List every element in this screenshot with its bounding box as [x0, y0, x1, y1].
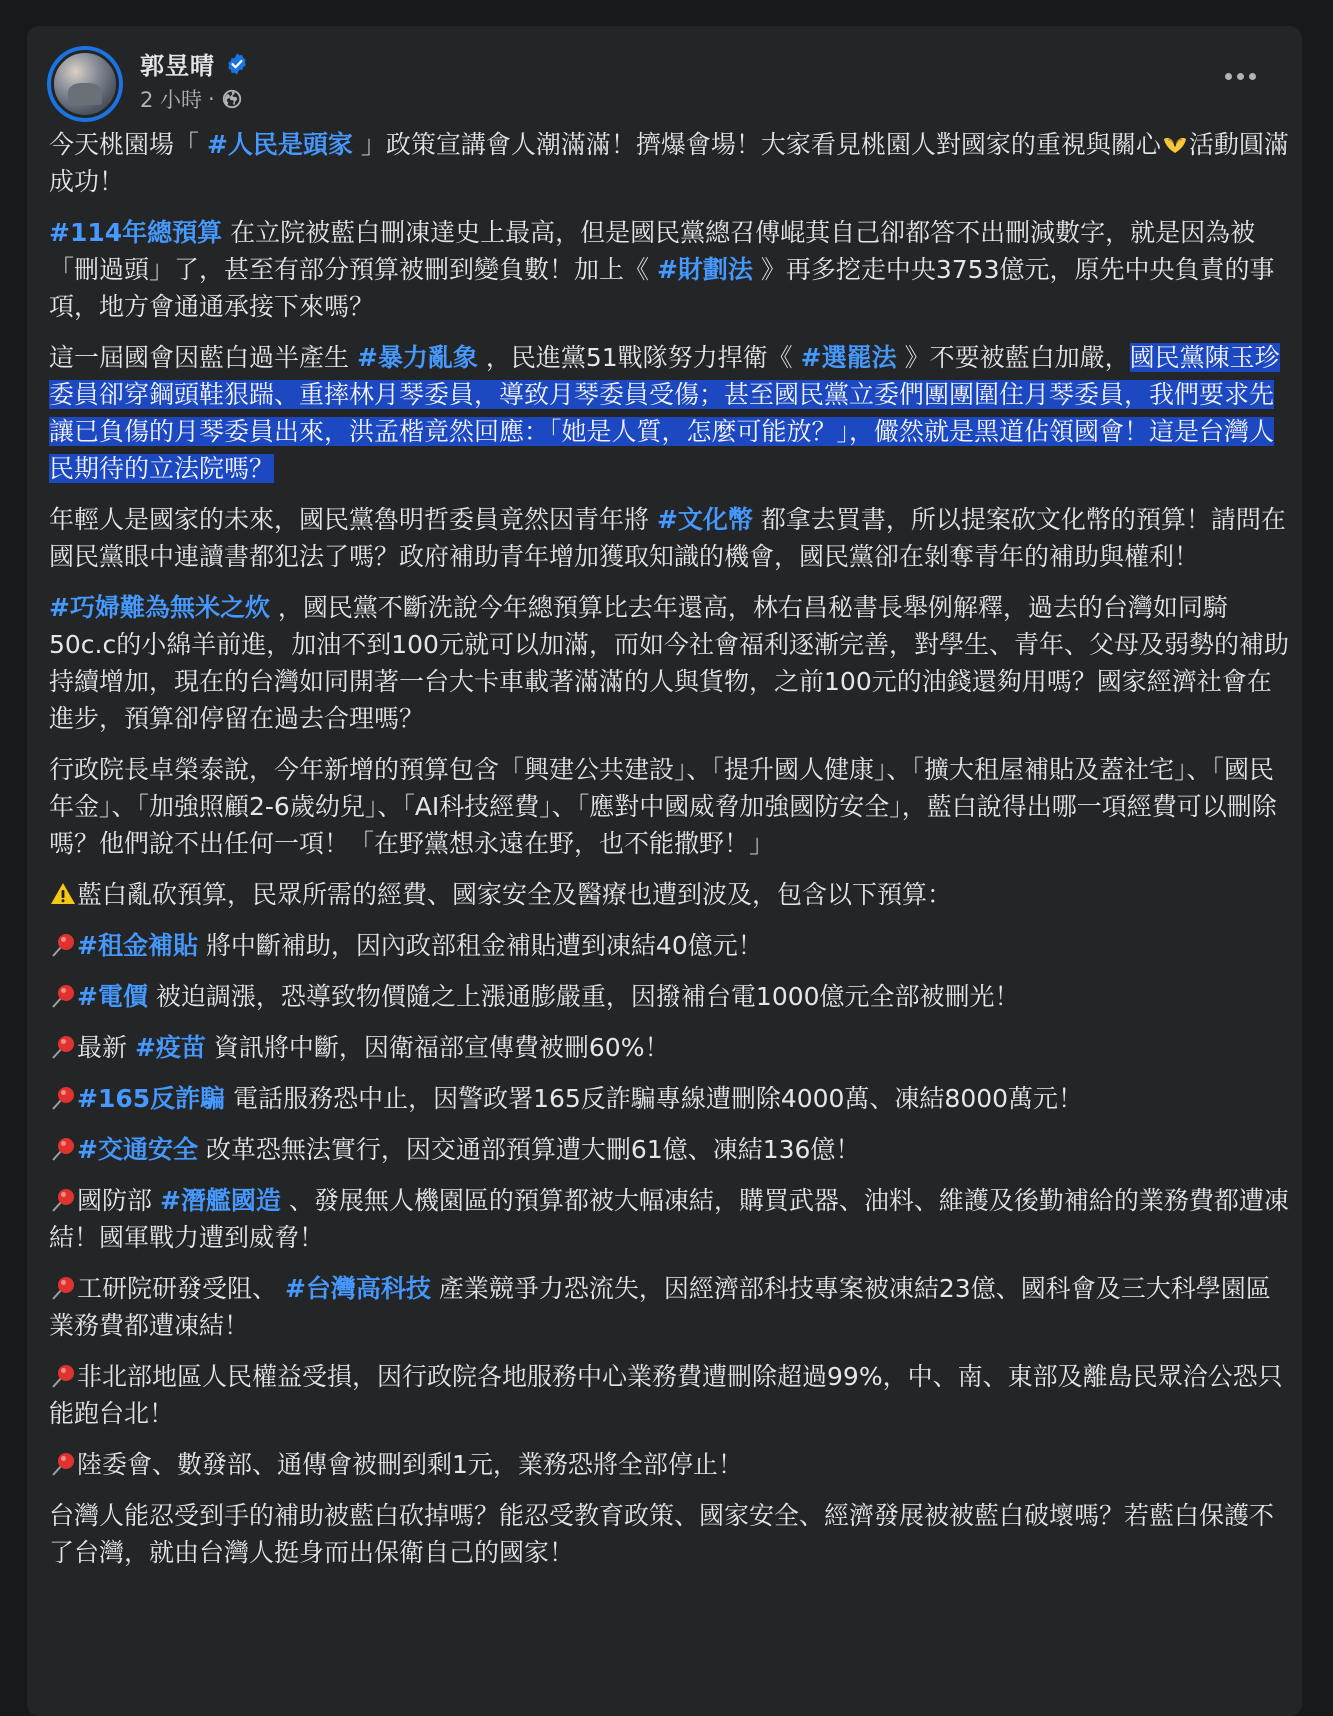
pushpin-icon — [49, 982, 77, 1010]
text: 這一屆國會因藍白過半產生 — [49, 343, 350, 372]
text: 今天桃園場「 — [49, 130, 200, 159]
post-body — [49, 126, 1289, 1585]
text: ，國民黨不斷洗說今年總預算比去年還高，林右昌秘書長舉例解釋，過去的台灣如同騎50c.c的小綿羊前進，加油不到100元就可以加滿，而如今社會福利逐漸完善，對學生、青年、父母及弱勢的補助持續增加，現在的台灣如同開著一台大卡車載著滿滿的人與貨物，之前100元的油錢還夠用嗎？國家經濟社會在進步，預算卻停留在過去合理嗎？ — [49, 593, 1289, 733]
hashtag-link[interactable]: #114年總預算 — [49, 218, 223, 247]
paragraph-4 — [49, 501, 1289, 575]
text: 、發展無人機園區的預算都被大幅凍結，購買武器、油料、維護及後勤補給的業務費都遭凍結！國軍戰力遭到威脅！ — [49, 1186, 1289, 1252]
text: ，民進黨51戰隊努力捍衛《 — [485, 343, 793, 372]
paragraph-2 — [49, 214, 1289, 325]
bullet-3 — [49, 1029, 1289, 1066]
text: 陸委會、數發部、通傳會被刪到剩1元，業務恐將全部停止！ — [77, 1450, 743, 1479]
hashtag-link[interactable]: #交通安全 — [77, 1135, 198, 1164]
author-line — [140, 46, 249, 81]
hashtag-link[interactable]: #財劃法 — [656, 255, 753, 284]
paragraph-6: 行政院長卓榮泰說，今年新增的預算包含「興建公共建設」、「提升國人健康」、「擴大租屋補貼及蓋社宅」、「國民年金」、「加強照顧2-6歲幼兒」、「AI科技經費」、「應對中國威脅加強國防安全」，藍白說得出哪一項經費可以刪除嗎？他們說不出任何一項！「在野黨想永遠在野，也不能撒野！」 — [49, 755, 1277, 858]
selected-text: 國民黨陳玉珍委員卻穿鋼頭鞋狠踹、重摔林月琴委員，導致月琴委員受傷；甚至國民黨立委們團團圍住月琴委員，我們要求先讓已負傷的月琴委員出來，洪孟楷竟然回應：「她是人質，怎麼可能放？」，儼然就是黑道佔領國會！這是台灣人民期待的立法院嗎？ — [49, 343, 1280, 483]
paragraph-8: 台灣人能忍受到手的補助被藍白砍掉嗎？能忍受教育政策、國家安全、經濟發展被被藍白破壞嗎？若藍白保護不了台灣，就由台灣人挺身而出保衛自己的國家！ — [49, 1501, 1275, 1567]
bullet-5 — [49, 1131, 1289, 1168]
pushpin-icon — [49, 1450, 77, 1478]
bullet-8 — [49, 1358, 1289, 1432]
bullet-6 — [49, 1182, 1289, 1256]
pushpin-icon — [49, 1274, 77, 1302]
text: 」政策宣講會人潮滿滿！擠爆會場！大家看見桃園人對國家的重視與關心 — [360, 130, 1161, 159]
bullet-2 — [49, 978, 1289, 1015]
hashtag-link[interactable]: #巧婦難為無米之炊 — [49, 593, 270, 622]
hashtag-link[interactable]: #165反詐騙 — [77, 1084, 226, 1113]
heart-hands-icon — [1161, 130, 1189, 158]
pushpin-icon — [49, 1084, 77, 1112]
hashtag-link[interactable]: #電價 — [77, 982, 148, 1011]
text: 活動圓滿成功！ — [49, 130, 1289, 196]
hashtag-link[interactable]: #人民是頭家 — [206, 130, 353, 159]
text: 非北部地區人民權益受損，因行政院各地服務中心業務費遭刪除超過99%，中、南、東部及離島民眾洽公恐只能跑台北！ — [49, 1362, 1283, 1428]
text: 電話服務恐中止，因警政署165反詐騙專線遭刪除4000萬、凍結8000萬元！ — [233, 1084, 1084, 1113]
hashtag-link[interactable]: #台灣高科技 — [284, 1274, 431, 1303]
text: 》不要被藍白加嚴， — [904, 343, 1130, 372]
text: 改革恐無法實行，因交通部預算遭大刪61億、凍結136億！ — [205, 1135, 861, 1164]
text: 國防部 — [77, 1186, 153, 1215]
hashtag-link[interactable]: #潛艦國造 — [159, 1186, 281, 1215]
hashtag-link[interactable]: #文化幣 — [656, 505, 753, 534]
text: 藍白亂砍預算，民眾所需的經費、國家安全及醫療也遭到波及，包含以下預算： — [77, 880, 953, 909]
post-time[interactable]: 2 小時 — [140, 88, 203, 112]
pushpin-icon — [49, 1186, 77, 1214]
text: 年輕人是國家的未來，國民黨魯明哲委員竟然因青年將 — [49, 505, 650, 534]
paragraph-1 — [49, 126, 1289, 200]
paragraph-3 — [49, 339, 1289, 487]
hashtag-link[interactable]: #暴力亂象 — [356, 343, 478, 372]
globe-icon — [221, 88, 243, 110]
text: 被迫調漲，恐導致物價隨之上漲通膨嚴重，因撥補台電1000億元全部被刪光！ — [155, 982, 1020, 1011]
text: 在立院被藍白刪凍達史上最高，但是國民黨總召傅崐萁自己卻都答不出刪減數字，就是因為被「刪過頭」了，甚至有部分預算被刪到變負數！加上《 — [49, 218, 1256, 284]
pushpin-icon — [49, 1362, 77, 1390]
warning-icon — [49, 880, 77, 908]
avatar[interactable] — [47, 46, 123, 122]
text: 最新 — [77, 1033, 128, 1062]
pushpin-icon — [49, 931, 77, 959]
more-dot — [1249, 73, 1256, 80]
hashtag-link[interactable]: #選罷法 — [800, 343, 897, 372]
pushpin-icon — [49, 1033, 77, 1061]
post-header — [27, 26, 1302, 136]
post-card — [27, 26, 1302, 1716]
more-dot — [1237, 73, 1244, 80]
post-meta — [140, 84, 243, 114]
author-name[interactable]: 郭昱晴 — [140, 52, 215, 80]
pushpin-icon — [49, 1135, 77, 1163]
text: 將中斷補助，因內政部租金補貼遭到凍結40億元！ — [205, 931, 763, 960]
text: 》再多挖走中央3753億元，原先中央負責的事項，地方會通通承接下來嗎？ — [49, 255, 1275, 321]
text: 都拿去買書，所以提案砍文化幣的預算！請問在國民黨眼中連讀書都犯法了嗎？政府補助青年增加獲取知識的機會，國民黨卻在剝奪青年的補助與權利！ — [49, 505, 1286, 571]
bullet-9 — [49, 1446, 1289, 1483]
text: 工研院研發受阻、 — [77, 1274, 278, 1303]
paragraph-7 — [49, 876, 1289, 913]
bullet-4 — [49, 1080, 1289, 1117]
bullet-1 — [49, 927, 1289, 964]
meta-separator: · — [208, 87, 215, 111]
more-options-button[interactable] — [1216, 56, 1264, 96]
text: 資訊將中斷，因衛福部宣傳費被刪60%！ — [213, 1033, 670, 1062]
hashtag-link[interactable]: #租金補貼 — [77, 931, 198, 960]
paragraph-5 — [49, 589, 1289, 737]
verified-badge-icon — [225, 52, 249, 76]
text: 產業競爭力恐流失，因經濟部科技專案被凍結23億、國科會及三大科學園區業務費都遭凍結！ — [49, 1274, 1271, 1340]
avatar-image — [51, 50, 119, 118]
hashtag-link[interactable]: #疫苗 — [134, 1033, 206, 1062]
bullet-7 — [49, 1270, 1289, 1344]
more-dots-icon — [1225, 73, 1232, 80]
